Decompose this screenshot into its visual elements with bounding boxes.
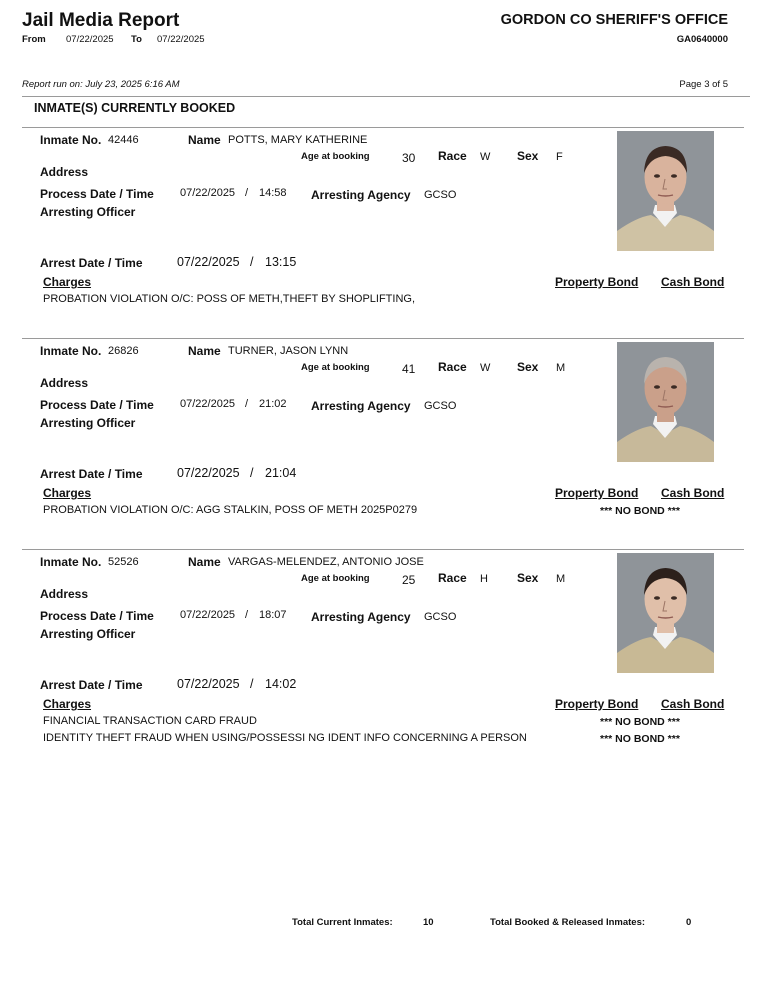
sex-label: Sex (517, 149, 539, 163)
record-divider (22, 549, 744, 550)
cash-bond-label: Cash Bond (661, 697, 725, 711)
total-current-label: Total Current Inmates: (292, 917, 393, 928)
section-title: INMATE(S) CURRENTLY BOOKED (34, 101, 236, 115)
charge-text: IDENTITY THEFT FRAUD WHEN USING/POSSESSI NG IDENT INFO CONCERNING A PERSON (43, 732, 527, 744)
inmate-no-label: Inmate No. (40, 344, 102, 358)
total-booked-released-label: Total Booked & Released Inmates: (490, 917, 646, 928)
address-label: Address (40, 376, 89, 390)
arrest-slash: / (250, 466, 254, 480)
process-time-value: 18:07 (259, 609, 287, 621)
arresting-officer-label: Arresting Officer (40, 416, 136, 430)
bond-status: *** NO BOND *** (600, 505, 680, 517)
race-label: Race (438, 149, 467, 163)
arrest-date-time-label: Arrest Date / Time (40, 256, 143, 270)
process-date-value: 07/22/2025 (180, 398, 236, 410)
bond-status: *** NO BOND *** (600, 716, 680, 728)
process-date-time-label: Process Date / Time (40, 187, 154, 201)
inmate-no-value: 52526 (108, 556, 139, 568)
inmate-photo (617, 553, 714, 673)
charge-text: FINANCIAL TRANSACTION CARD FRAUD (43, 715, 257, 727)
property-bond-label: Property Bond (555, 486, 639, 500)
page-number: Page 3 of 5 (679, 79, 728, 90)
property-bond-label: Property Bond (555, 275, 639, 289)
arrest-slash: / (250, 677, 254, 691)
arrest-time-value: 14:02 (265, 677, 297, 691)
process-date-time-label: Process Date / Time (40, 398, 154, 412)
address-label: Address (40, 165, 89, 179)
header-divider (22, 96, 750, 97)
report-title: Jail Media Report (22, 10, 180, 31)
report-run-on: Report run on: July 23, 2025 6:16 AM (22, 79, 180, 90)
arrest-date-value: 07/22/2025 (177, 255, 240, 269)
arrest-slash: / (250, 255, 254, 269)
race-label: Race (438, 571, 467, 585)
arrest-date-value: 07/22/2025 (177, 466, 240, 480)
address-label: Address (40, 587, 89, 601)
from-date: 07/22/2025 (66, 34, 114, 45)
name-label: Name (188, 344, 221, 358)
from-label: From (22, 34, 46, 45)
age-at-booking-label: Age at booking (301, 362, 370, 373)
sex-value: M (556, 573, 566, 585)
race-value: H (480, 573, 488, 585)
process-time-value: 21:02 (259, 398, 287, 410)
arresting-agency-value: GCSO (424, 400, 457, 412)
sex-value: M (556, 362, 566, 374)
sex-value: F (556, 151, 563, 163)
charges-label: Charges (43, 275, 92, 289)
arrest-date-value: 07/22/2025 (177, 677, 240, 691)
arresting-agency-value: GCSO (424, 189, 457, 201)
arresting-agency-value: GCSO (424, 611, 457, 623)
total-current-value: 10 (423, 917, 434, 928)
cash-bond-label: Cash Bond (661, 275, 725, 289)
arresting-agency-label: Arresting Agency (311, 399, 411, 413)
process-slash: / (245, 609, 249, 621)
arresting-officer-label: Arresting Officer (40, 627, 136, 641)
process-slash: / (245, 398, 249, 410)
name-value: POTTS, MARY KATHERINE (228, 134, 368, 146)
name-label: Name (188, 555, 221, 569)
total-booked-released-value: 0 (686, 917, 692, 928)
process-date-value: 07/22/2025 (180, 187, 236, 199)
charge-text: PROBATION VIOLATION O/C: POSS OF METH,THEFT BY SHOPLIFTING, (43, 293, 416, 305)
sex-label: Sex (517, 360, 539, 374)
arrest-time-value: 13:15 (265, 255, 297, 269)
inmate-no-label: Inmate No. (40, 133, 102, 147)
name-value: VARGAS-MELENDEZ, ANTONIO JOSE (228, 556, 424, 568)
age-at-booking-label: Age at booking (301, 573, 370, 584)
inmate-photo (617, 342, 714, 462)
process-date-time-label: Process Date / Time (40, 609, 154, 623)
race-value: W (480, 151, 491, 163)
charge-text: PROBATION VIOLATION O/C: AGG STALKIN, POSS OF METH 2025P0279 (43, 504, 418, 516)
age-value: 30 (402, 151, 416, 165)
arrest-time-value: 21:04 (265, 466, 297, 480)
arrest-date-time-label: Arrest Date / Time (40, 678, 143, 692)
process-time-value: 14:58 (259, 187, 287, 199)
arresting-agency-label: Arresting Agency (311, 610, 411, 624)
age-at-booking-label: Age at booking (301, 151, 370, 162)
section-divider (22, 127, 744, 128)
arresting-agency-label: Arresting Agency (311, 188, 411, 202)
arrest-date-time-label: Arrest Date / Time (40, 467, 143, 481)
sex-label: Sex (517, 571, 539, 585)
cash-bond-label: Cash Bond (661, 486, 725, 500)
inmate-photo (617, 131, 714, 251)
to-date: 07/22/2025 (157, 34, 205, 45)
bond-status: *** NO BOND *** (600, 733, 680, 745)
charges-label: Charges (43, 697, 92, 711)
agency-name: GORDON CO SHERIFF'S OFFICE (500, 12, 728, 28)
age-value: 25 (402, 573, 416, 587)
inmate-no-value: 26826 (108, 345, 139, 357)
to-label: To (131, 34, 142, 45)
inmate-no-label: Inmate No. (40, 555, 102, 569)
inmate-no-value: 42446 (108, 134, 139, 146)
record-divider (22, 338, 744, 339)
agency-id: GA0640000 (676, 34, 728, 45)
name-value: TURNER, JASON LYNN (228, 345, 349, 357)
charges-label: Charges (43, 486, 92, 500)
process-slash: / (245, 187, 249, 199)
arresting-officer-label: Arresting Officer (40, 205, 136, 219)
name-label: Name (188, 133, 221, 147)
race-label: Race (438, 360, 467, 374)
process-date-value: 07/22/2025 (180, 609, 236, 621)
age-value: 41 (402, 362, 416, 376)
race-value: W (480, 362, 491, 374)
property-bond-label: Property Bond (555, 697, 639, 711)
